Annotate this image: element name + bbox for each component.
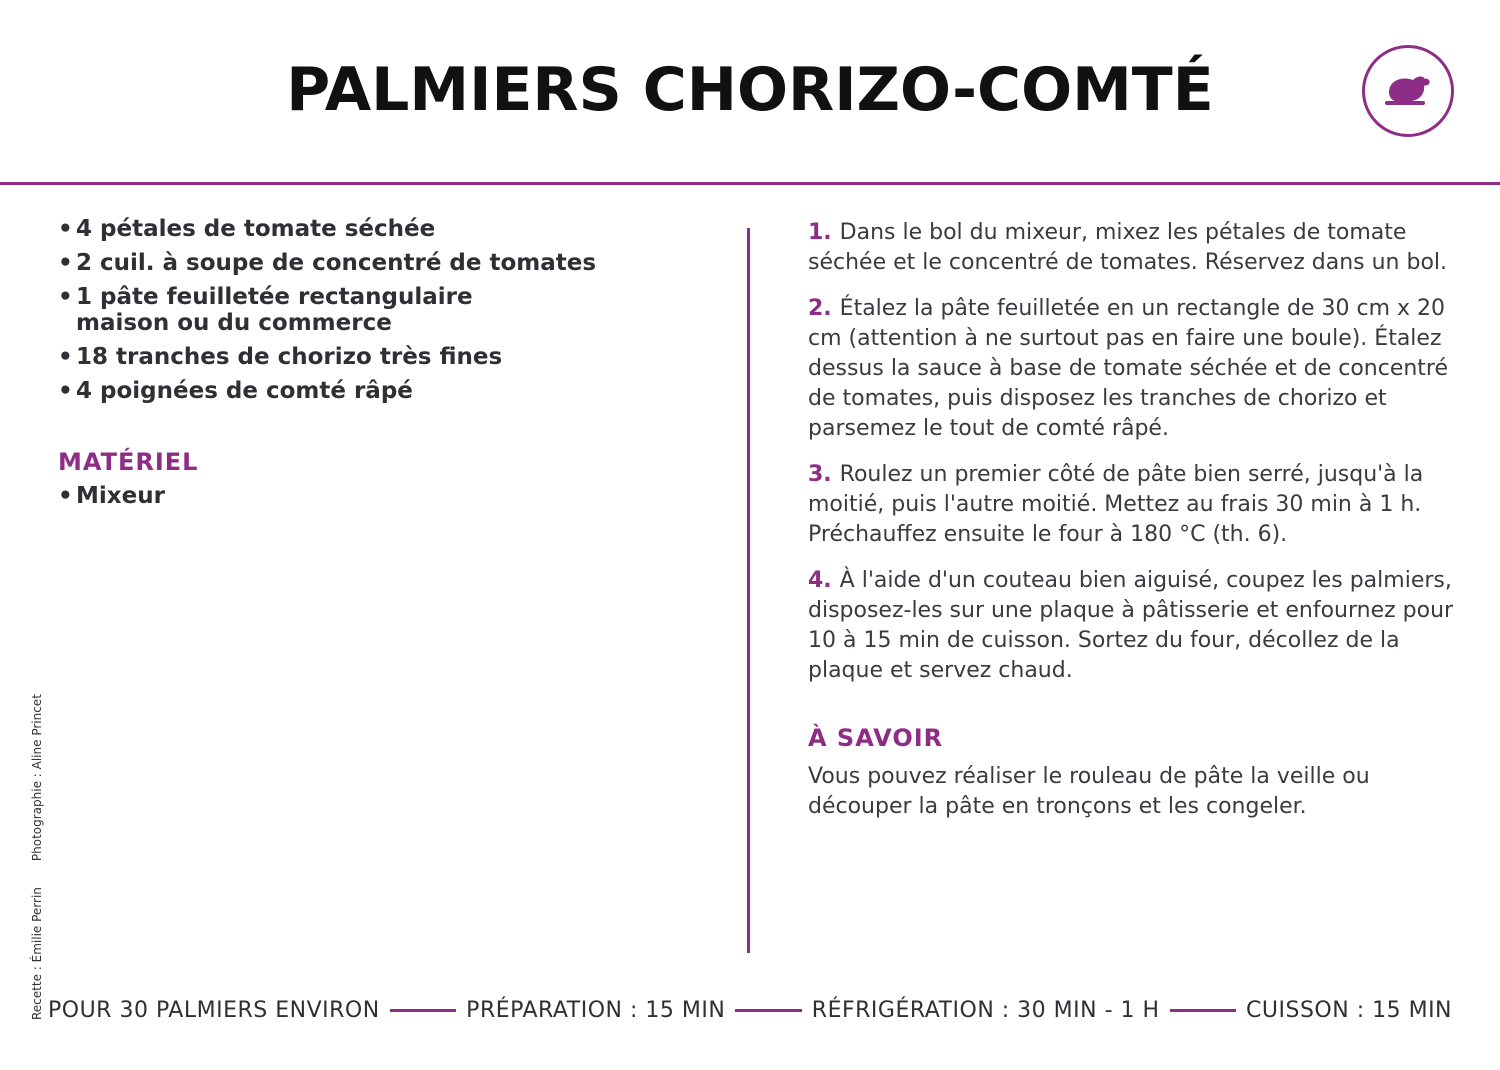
page-title: PALMIERS CHORIZO-COMTÉ xyxy=(286,55,1214,125)
materiel-heading: MATÉRIEL xyxy=(58,448,199,476)
step-3 xyxy=(808,460,1458,550)
tip-text: Vous pouvez réaliser le rouleau de pâte la veille ou découper la pâte en tronçons et les congeler. xyxy=(808,764,1370,819)
recipe-credit: Recette : Émilie Perrin xyxy=(30,887,44,1020)
ingredient-item: • 4 poignées de comté râpé xyxy=(58,378,698,404)
materiel-list xyxy=(58,482,165,510)
category-badge xyxy=(1362,45,1454,137)
step-text: Étalez la pâte feuilletée en un rectangle de 30 cm x 20 cm (attention à ne surtout pas en faire une boule). Étalez dessus la sauce à base de tomate séchée et de concentré de tomates, puis disposez les tranches de chorizo et parsemez le tout de comté râpé. xyxy=(808,296,1449,441)
recipe-info-bar xyxy=(48,994,1452,1026)
divider xyxy=(390,1009,456,1012)
tip-heading: À SAVOIR xyxy=(808,724,944,752)
ingredient-list xyxy=(58,216,698,412)
ingredient-item: • 2 cuil. à soupe de concentré de tomates xyxy=(58,250,698,276)
step-2 xyxy=(808,294,1458,444)
column-divider xyxy=(747,228,750,953)
divider xyxy=(1170,1009,1236,1012)
cooking-time: CUISSON : 15 MIN xyxy=(1246,997,1453,1023)
step-text: Dans le bol du mixeur, mixez les pétales de tomate séchée et le concentré de tomates. Réservez dans un bol. xyxy=(808,220,1448,275)
ingredient-item: • 18 tranches de chorizo très fines xyxy=(58,344,698,370)
title-divider xyxy=(0,182,1500,185)
step-number: 2. xyxy=(808,296,832,321)
materiel-item: • Mixeur xyxy=(58,482,165,510)
photo-credit: Photographie : Aline Princet xyxy=(30,694,44,862)
refrigeration-time: RÉFRIGÉRATION : 30 MIN - 1 H xyxy=(811,997,1160,1023)
step-text: À l'aide d'un couteau bien aiguisé, coupez les palmiers, disposez-les sur une plaque à pâtisserie et enfournez pour 10 à 15 min de cuisson. Sortez du four, décollez de la plaque et servez chaud. xyxy=(808,568,1454,683)
preparation-time: PRÉPARATION : 15 MIN xyxy=(466,997,726,1023)
step-4 xyxy=(808,566,1458,686)
roast-chicken-icon xyxy=(1383,72,1433,106)
credits xyxy=(30,694,44,1020)
ingredient-item: • 1 pâte feuilletée rectangulaire maison ou du commerce xyxy=(58,284,536,336)
ingredient-item: • 4 pétales de tomate séchée xyxy=(58,216,698,242)
step-number: 3. xyxy=(808,462,832,487)
step-number: 1. xyxy=(808,220,832,245)
servings: POUR 30 PALMIERS ENVIRON xyxy=(48,997,380,1023)
divider xyxy=(735,1009,801,1012)
step-number: 4. xyxy=(808,568,832,593)
step-1 xyxy=(808,218,1458,278)
instruction-steps xyxy=(808,218,1458,702)
step-text: Roulez un premier côté de pâte bien serré, jusqu'à la moitié, puis l'autre moitié. Mettez au frais 30 min à 1 h. Préchauffez ensuite le four à 180 °C (th. 6). xyxy=(808,462,1424,547)
